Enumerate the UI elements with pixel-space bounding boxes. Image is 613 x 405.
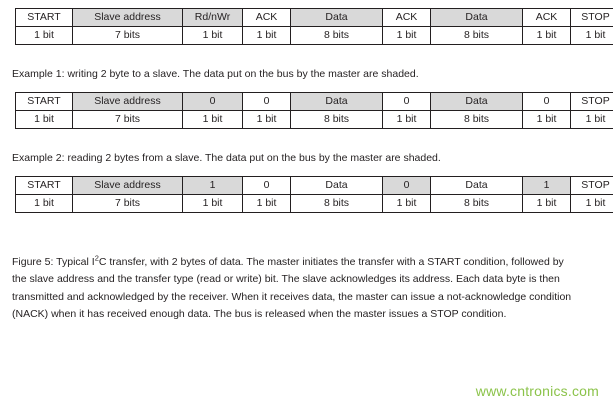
i2c-frame-write [15, 92, 613, 129]
cell-data-1: Data [291, 9, 383, 27]
spacer-3 [12, 129, 601, 151]
cell-ack-2-bits: 1 bit [383, 27, 431, 45]
cell-start-bits: 1 bit [16, 27, 73, 45]
cell-ack-2-bits: 1 bit [383, 111, 431, 129]
cell-ack-1: ACK [243, 9, 291, 27]
cell-data-2: Data [431, 93, 523, 111]
cell-rdnwr-bits: 1 bit [183, 195, 243, 213]
cell-slave-address-bits: 7 bits [73, 111, 183, 129]
cell-data-1: Data [291, 177, 383, 195]
caption-lead: Figure 5: Typical I [12, 255, 95, 268]
cell-start-bits: 1 bit [16, 111, 73, 129]
cell-slave-address: Slave address [73, 9, 183, 27]
cell-slave-address-bits: 7 bits [73, 195, 183, 213]
cell-rdnwr: 0 [183, 93, 243, 111]
watermark: www.cntronics.com [475, 383, 599, 399]
cell-ack-1: 0 [243, 93, 291, 111]
cell-data-1-bits: 8 bits [291, 27, 383, 45]
spacer-2 [12, 82, 601, 92]
cell-ack-3: ACK [523, 9, 571, 27]
caption-superscript: 2 [94, 253, 99, 262]
cell-data-2-bits: 8 bits [431, 111, 523, 129]
spacer-4 [12, 166, 601, 176]
cell-ack-1: 0 [243, 177, 291, 195]
cell-rdnwr: 1 [183, 177, 243, 195]
cell-rdnwr-bits: 1 bit [183, 27, 243, 45]
cell-data-1-bits: 8 bits [291, 195, 383, 213]
i2c-frame-read [15, 176, 613, 213]
cell-ack-3-bits: 1 bit [523, 27, 571, 45]
cell-data-1: Data [291, 93, 383, 111]
cell-ack-2-bits: 1 bit [383, 195, 431, 213]
cell-start: START [16, 177, 73, 195]
cell-ack-2: ACK [383, 9, 431, 27]
cell-data-2-bits: 8 bits [431, 27, 523, 45]
spacer-1 [12, 45, 601, 67]
example-2-caption: Example 2: reading 2 bytes from a slave. The data put on the bus by the master are shaded. [12, 152, 441, 164]
table-row [16, 27, 613, 45]
table-row [16, 195, 613, 213]
cell-ack-1-bits: 1 bit [243, 27, 291, 45]
cell-stop-bits: 1 bit [571, 27, 613, 45]
cell-slave-address: Slave address [73, 93, 183, 111]
cell-ack-1-bits: 1 bit [243, 195, 291, 213]
cell-start: START [16, 9, 73, 27]
cell-slave-address: Slave address [73, 177, 183, 195]
cell-start-bits: 1 bit [16, 195, 73, 213]
cell-ack-3-bits: 1 bit [523, 111, 571, 129]
spacer-5 [12, 213, 601, 243]
cell-ack-3: 0 [523, 93, 571, 111]
cell-data-1-bits: 8 bits [291, 111, 383, 129]
cell-rdnwr: Rd/nWr [183, 9, 243, 27]
caption-rest: C transfer, with 2 bytes of data. The master initiates the transfer with a START condition, followed by the slave address and the transfer type (read or write) bit. The slave acknowledges its address. Each data byte is then transmitted and acknowledged by the receiver. When it receives data, the master can issue a not-acknowledge condition (NACK) when it has received enough data. The bus is released when the master issues a STOP condition. [12, 255, 572, 320]
example-1-caption: Example 1: writing 2 byte to a slave. The data put on the bus by the master are shaded. [12, 68, 419, 80]
table-row [16, 111, 613, 129]
cell-stop: STOP [571, 177, 613, 195]
cell-data-2-bits: 8 bits [431, 195, 523, 213]
cell-rdnwr-bits: 1 bit [183, 111, 243, 129]
cell-ack-3: 1 [523, 177, 571, 195]
cell-stop: STOP [571, 9, 613, 27]
cell-stop-bits: 1 bit [571, 195, 613, 213]
figure-caption [12, 254, 572, 324]
cell-ack-2: 0 [383, 93, 431, 111]
cell-stop-bits: 1 bit [571, 111, 613, 129]
cell-ack-2: 0 [383, 177, 431, 195]
cell-ack-1-bits: 1 bit [243, 111, 291, 129]
cell-stop: STOP [571, 93, 613, 111]
cell-data-2: Data [431, 9, 523, 27]
cell-ack-3-bits: 1 bit [523, 195, 571, 213]
table-row [16, 93, 613, 111]
i2c-frame-generic [15, 8, 613, 45]
cell-data-2: Data [431, 177, 523, 195]
cell-start: START [16, 93, 73, 111]
table-row [16, 9, 613, 27]
cell-slave-address-bits: 7 bits [73, 27, 183, 45]
table-row [16, 177, 613, 195]
